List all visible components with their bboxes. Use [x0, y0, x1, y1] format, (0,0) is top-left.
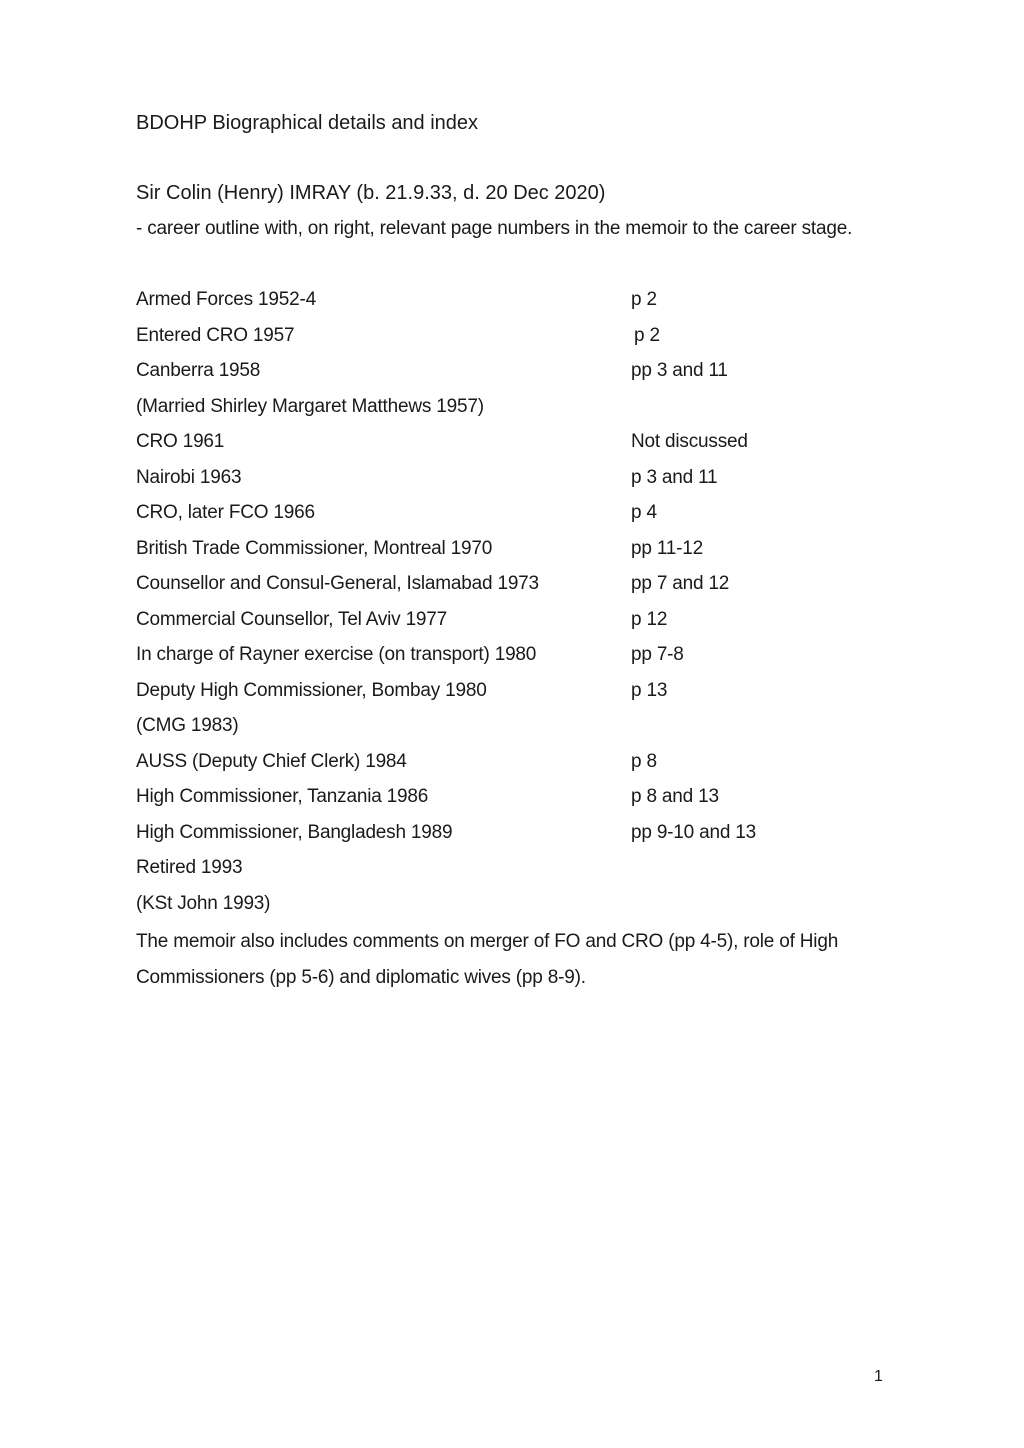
career-pages: p 12: [631, 608, 668, 630]
career-stage: Commercial Counsellor, Tel Aviv 1977: [136, 608, 448, 630]
career-stage: Deputy High Commissioner, Bombay 1980: [136, 679, 487, 701]
career-row: [136, 747, 896, 783]
career-stage: CRO, later FCO 1966: [136, 502, 315, 523]
career-stage: Entered CRO 1957: [136, 324, 295, 346]
career-pages: pp 11-12: [631, 537, 703, 559]
career-row: [136, 569, 896, 605]
career-row: [136, 463, 896, 499]
career-pages: p 13: [631, 679, 668, 701]
career-row: [136, 285, 896, 321]
career-row: [136, 356, 896, 392]
career-stage: Armed Forces 1952-4: [136, 289, 316, 310]
career-pages: pp 7-8: [631, 644, 684, 665]
career-stage: Canberra 1958: [136, 360, 261, 381]
career-stage: CRO 1961: [136, 431, 225, 452]
career-pages: pp 9-10 and 13: [631, 821, 757, 843]
career-row: [136, 392, 896, 428]
career-stage: (KSt John 1993): [136, 892, 271, 914]
career-pages: p 8: [631, 750, 657, 772]
career-stage: (Married Shirley Margaret Matthews 1957): [136, 395, 484, 417]
career-stage: High Commissioner, Bangladesh 1989: [136, 821, 453, 843]
career-row: [136, 818, 896, 854]
career-row: [136, 534, 896, 570]
career-row: [136, 498, 896, 534]
career-stage: Counsellor and Consul-General, Islamabad 1973: [136, 573, 539, 594]
career-row: [136, 605, 896, 641]
career-pages: Not discussed: [631, 431, 748, 452]
career-row: [136, 711, 896, 747]
document-heading: BDOHP Biographical details and index: [136, 112, 479, 134]
career-row: [136, 782, 896, 818]
career-row: [136, 676, 896, 712]
career-row: [136, 427, 896, 463]
career-pages: p 3 and 11: [631, 466, 718, 488]
career-pages: p 4: [631, 502, 657, 523]
career-row: [136, 853, 896, 889]
career-stage: (CMG 1983): [136, 715, 239, 736]
subject-note: - career outline with, on right, relevant page numbers in the memoir to the career stage.: [136, 218, 853, 239]
page-number: 1: [874, 1368, 883, 1385]
career-pages: pp 3 and 11: [631, 360, 728, 381]
career-pages: p 2: [634, 324, 660, 346]
career-row: [136, 321, 896, 357]
career-stage: Retired 1993: [136, 857, 243, 878]
career-pages: p 2: [631, 289, 657, 310]
career-row: [136, 889, 896, 925]
career-stage: British Trade Commissioner, Montreal 1970: [136, 537, 493, 559]
career-pages: p 8 and 13: [631, 786, 719, 807]
career-stage: In charge of Rayner exercise (on transport) 1980: [136, 644, 537, 665]
career-stage: AUSS (Deputy Chief Clerk) 1984: [136, 750, 407, 772]
closing-note: The memoir also includes comments on merger of FO and CRO (pp 4-5), role of High Commissioners (pp 5-6) and diplomatic wives (pp 8-9).: [136, 931, 839, 988]
career-row: [136, 640, 896, 676]
subject-name: Sir Colin (Henry) IMRAY (b. 21.9.33, d. 20 Dec 2020): [136, 182, 606, 204]
career-pages: pp 7 and 12: [631, 573, 730, 594]
career-stage: High Commissioner, Tanzania 1986: [136, 786, 429, 807]
career-outline: [136, 285, 896, 924]
career-stage: Nairobi 1963: [136, 466, 242, 488]
